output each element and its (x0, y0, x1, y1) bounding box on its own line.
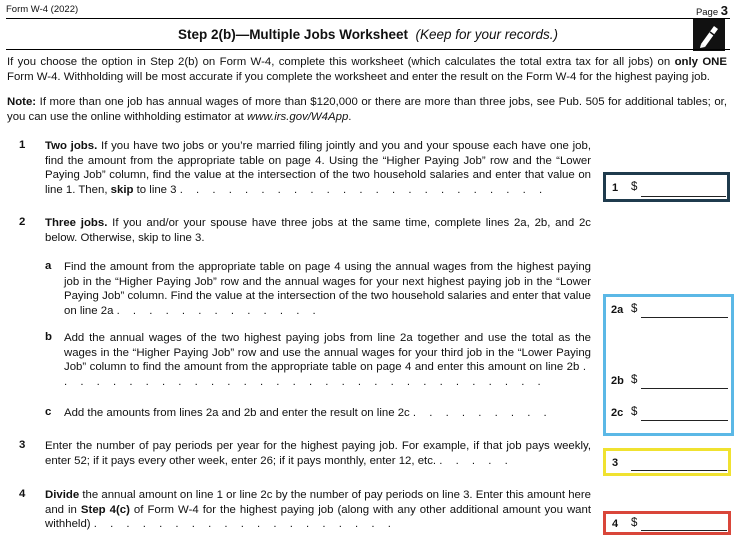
line-1-text: Two jobs. If you have two jobs or you’re married filing jointly and you and your spouse each have one job, find the amount from the appropriate table on page 4. Using the “Higher Paying Job” row and the “Lower Paying Job” column, find the value at the intersection of the two household salaries and enter that value on line 1. Then, skip to line 3 . . . . . . . . . . . . . . . . . . . . . . . (45, 140, 591, 196)
line-3-input[interactable] (631, 470, 727, 471)
line-2b-text: Add the annual wages of the two highest paying jobs from line 2a together and use the total as the wages in the “Higher Paying Job” row and use the annual wages for your third job in the “Lower Paying Job” column to find the amount from the appropriate table on page 4 and enter this amount on line 2b . . . . . . . . . . . . . . . . . . . . . . . . . . . . . . . (64, 332, 591, 388)
line-2c-letter: c (45, 406, 52, 418)
pen-icon (693, 19, 725, 51)
form-name: Form W-4 (2022) (6, 4, 79, 15)
line-2c-input[interactable] (641, 420, 728, 421)
title-main: Step 2(b)—Multiple Jobs Worksheet (177, 27, 408, 42)
line-2c-dollar: $ (631, 406, 638, 418)
line-2a-letter: a (45, 260, 52, 272)
title-note: (Keep for your records.) (415, 27, 559, 42)
line-4-field-label: 4 (612, 518, 619, 530)
worksheet-title (0, 27, 736, 42)
page-label: Page (695, 7, 719, 18)
line-1-dollar: $ (631, 181, 638, 193)
line-2a-input[interactable] (641, 317, 728, 318)
estimator-link[interactable]: www.irs.gov/W4App (247, 111, 349, 123)
note-label: Note: (7, 96, 37, 108)
header-rule (6, 18, 730, 19)
line-4-number: 4 (19, 488, 26, 500)
title-rule (6, 49, 730, 50)
line-2b-dollar: $ (631, 374, 638, 386)
note-paragraph: Note: If more than one job has annual wages of more than $120,000 or there are more than three jobs, see Pub. 505 for additional tables; or, you can use the online withholding estimator at www.irs.gov/W4App. (7, 96, 728, 123)
line-2c-text: Add the amounts from lines 2a and 2b and enter the result on line 2c . . . . . . . . . (64, 407, 552, 419)
page-indicator (696, 3, 728, 18)
line-4-text: Divide the annual amount on line 1 or line 2c by the number of pay periods on line 3. Enter this amount here and in Step 4(c) of Form W-4 for the highest paying job (along with any other additional amount you want withheld) . . . . . . . . . . . . . . . . . . . (45, 489, 592, 530)
line-4-dollar: $ (631, 517, 638, 529)
line-2c-field-label: 2c (611, 407, 624, 419)
line-3-field-label: 3 (612, 457, 619, 469)
line-1-field-label: 1 (612, 182, 619, 194)
intro-emphasis: only ONE (674, 56, 728, 68)
line-2b-field-label: 2b (611, 375, 624, 387)
line-3-text: Enter the number of pay periods per year for the highest paying job. For example, if that job pays weekly, enter 52; if it pays every other week, enter 26; if it pays monthly, enter 12, etc. . . . . . (45, 440, 591, 467)
line-4-box[interactable] (603, 511, 731, 535)
line-1-input[interactable] (641, 196, 726, 197)
intro-paragraph: If you choose the option in Step 2(b) on Form W-4, complete this worksheet (which calculates the total extra tax for all jobs) on only ONE Form W-4. Withholding will be most accurate if you complete the worksheet and enter the result on the Form W-4 for the highest paying job. (7, 56, 728, 83)
line-2a-text: Find the amount from the appropriate table on page 4 using the annual wages from the highest paying job in the “Higher Paying Job” row and the annual wages for your next highest paying job in the “Lower Paying Job” column. Find the value at the intersection of the two household salaries and enter that value on line 2a . . . . . . . . . . . . . (64, 261, 591, 317)
line-2b-input[interactable] (641, 388, 728, 389)
line-4-input[interactable] (641, 530, 727, 531)
line-2a-dollar: $ (631, 303, 638, 315)
page-number: 3 (720, 3, 728, 18)
line-3-box[interactable] (603, 448, 731, 476)
line-1-number: 1 (19, 139, 26, 151)
line-2-text: Three jobs. If you and/or your spouse have three jobs at the same time, complete lines 2a, 2b, and 2c below. Otherwise, skip to line 3. (45, 217, 591, 244)
line-2-number: 2 (19, 216, 26, 228)
line-2b-letter: b (45, 331, 52, 343)
line-3-number: 3 (19, 439, 26, 451)
line-2-group-box (603, 294, 734, 436)
line-2a-field-label: 2a (611, 304, 624, 316)
line-1-box[interactable] (603, 172, 730, 202)
